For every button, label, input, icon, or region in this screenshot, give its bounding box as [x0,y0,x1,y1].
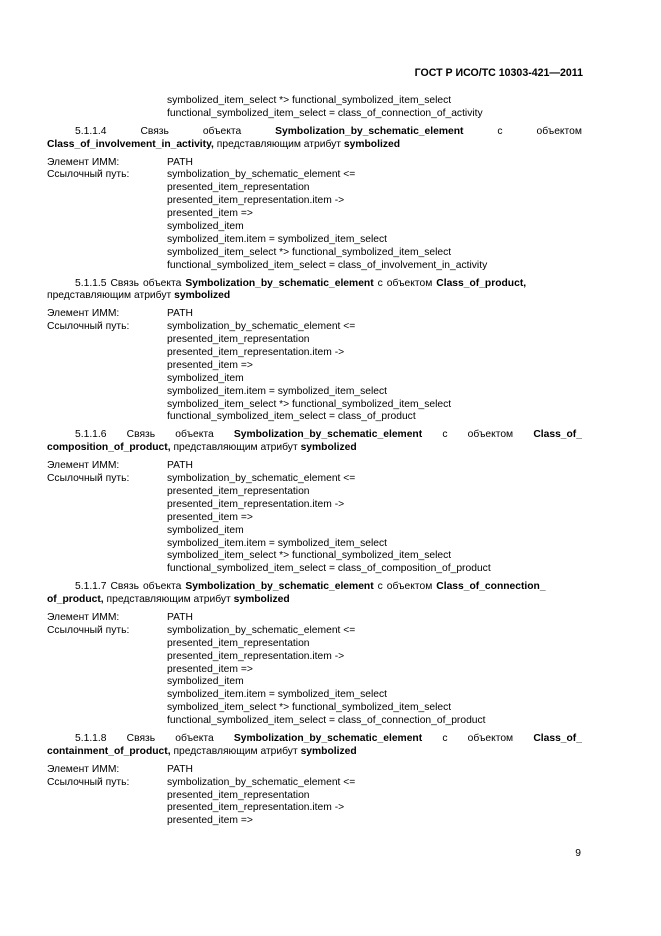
section-heading-line-1: 5.1.1.6 Связь объекта Symbolization_by_schematic_element с объектом Class_of_ [75,429,582,441]
page-number: 9 [575,848,581,859]
path-line: presented_item_representation [167,334,310,346]
path-row: Ссылочный путь: symbolization_by_schematic_element <= [47,169,356,181]
path-line: symbolized_item_select *> functional_symbolized_item_select [167,246,452,258]
path-line: presented_item => [167,359,253,371]
path-row: Ссылочный путь: symbolization_by_schematic_element <= [47,321,356,333]
path-line: symbolized_item_select *> functional_symbolized_item_select [167,550,452,562]
element-row: Элемент ИММ: PATH [47,611,193,623]
path-line: presented_item_representation.item -> [167,347,345,359]
path-line: symbolized_item [167,676,244,688]
document-body [47,95,582,828]
section-heading-line-1: 5.1.1.5 Связь объекта Symbolization_by_schematic_element с объектом Class_of_product, [75,277,527,289]
path-line: symbolized_item.item = symbolized_item_select [167,537,388,549]
element-row: Элемент ИММ: PATH [47,308,193,320]
path-line: presented_item_representation.item -> [167,650,345,662]
text-line: functional_symbolized_item_select = class_of_connection_of_activity [167,107,483,119]
path-line: presented_item_representation [167,789,310,801]
path-line: functional_symbolized_item_select = class_of_connection_of_product [167,715,486,727]
path-line: presented_item => [167,663,253,675]
path-line: presented_item_representation.item -> [167,195,345,207]
section-5-1-1-4 [47,126,582,273]
path-line: presented_item_representation [167,637,310,649]
path-line: symbolized_item [167,524,244,536]
section-heading-line-2: представляющим атрибут symbolized [47,290,231,302]
path-line: functional_symbolized_item_select = class_of_composition_of_product [167,563,491,575]
path-line: functional_symbolized_item_select = class_of_product [167,411,416,423]
path-row: Ссылочный путь: symbolization_by_schematic_element <= [47,473,356,485]
section-heading-line-2: composition_of_product, представляющим атрибут symbolized [47,442,357,454]
section-heading-line-2: Class_of_involvement_in_activity, представляющим атрибут symbolized [47,138,400,150]
section-heading-line-2: of_product, представляющим атрибут symbolized [47,594,290,606]
path-line: presented_item => [167,815,253,827]
path-line: presented_item_representation.item -> [167,802,345,814]
section-heading-line-1: 5.1.1.8 Связь объекта Symbolization_by_schematic_element с объектом Class_of_ [75,732,582,744]
element-row: Элемент ИММ: PATH [47,763,193,775]
section-5-1-1-8 [47,733,582,828]
path-line: presented_item_representation [167,182,310,194]
path-line: symbolized_item.item = symbolized_item_select [167,689,388,701]
element-row: Элемент ИММ: PATH [47,156,193,168]
element-row: Элемент ИММ: PATH [47,460,193,472]
path-row: Ссылочный путь: symbolization_by_schematic_element <= [47,624,356,636]
text-line: symbolized_item_select *> functional_symbolized_item_select [167,95,452,106]
section-heading-line-1: 5.1.1.4 Связь объекта Symbolization_by_schematic_element с объектом [75,125,582,137]
document-header: ГОСТ Р ИСО/ТС 10303-421—2011 [414,67,583,79]
section-heading-line-2: containment_of_product, представляющим атрибут symbolized [47,745,357,757]
section-heading-line-1: 5.1.1.7 Связь объекта Symbolization_by_schematic_element с объектом Class_of_connection_ [75,581,546,593]
path-line: symbolized_item [167,372,244,384]
section-5-1-1-7 [47,581,582,728]
path-line: presented_item => [167,511,253,523]
section-5-1-1-5 [47,278,582,425]
section-5-1-1-6 [47,429,582,576]
path-line: functional_symbolized_item_select = class_of_involvement_in_activity [167,259,488,271]
path-row: Ссылочный путь: symbolization_by_schematic_element <= [47,776,356,788]
path-line: symbolized_item_select *> functional_symbolized_item_select [167,398,452,410]
path-line: presented_item_representation.item -> [167,498,345,510]
path-line: presented_item_representation [167,485,310,497]
path-line: symbolized_item.item = symbolized_item_select [167,385,388,397]
path-line: symbolized_item.item = symbolized_item_select [167,233,388,245]
path-line: presented_item => [167,208,253,220]
path-line: symbolized_item_select *> functional_symbolized_item_select [167,702,452,714]
path-line: symbolized_item [167,221,244,233]
